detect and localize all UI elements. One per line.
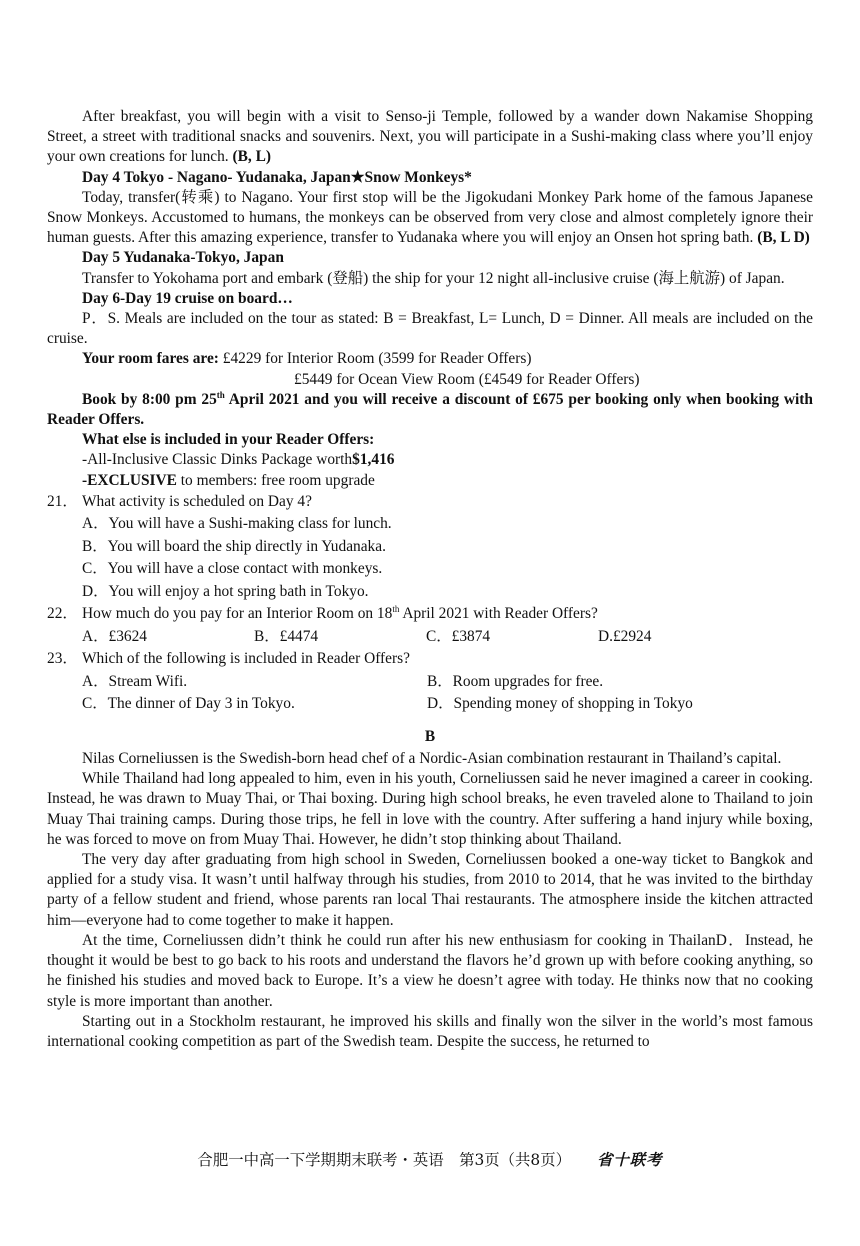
option-a: A．£3624	[82, 627, 147, 645]
options-row	[47, 671, 813, 694]
question-21	[47, 491, 813, 604]
options-row	[47, 626, 813, 649]
paragraph-b4: At the time, Corneliussen didn’t think he could run after his new enthusiasm for cooking in ThailanD．Instead, he thought it would be best to go back to his roots and understand the flavors he’d grown up with before cooking anything, so he finished his studies and moved back to Europe. It’s a view he doesn’t agree with today. He thinks now that no cooking style is more important than another.	[47, 931, 813, 1010]
option-b: B．£4474	[254, 627, 319, 645]
option-d: D．Spending money of shopping in Tokyo	[427, 695, 693, 713]
booking-discount-note: Book by 8:00 pm 25th April 2021 and you will receive a discount of £675 per booking only when booking with Reader Offers.	[47, 389, 813, 429]
option-d: D．You will enjoy a hot spring bath in Tokyo.	[82, 582, 369, 600]
paragraph-b5: Starting out in a Stockholm restaurant, he improved his skills and finally won the silver in the world’s most famous international cooking competition as part of the Swedish team. Despite the success, he returned to	[47, 1012, 813, 1050]
option-c: C．£3874	[426, 627, 491, 645]
option-c: C．The dinner of Day 3 in Tokyo.	[82, 695, 295, 713]
question-stem: 23． Which of the following is included in Reader Offers?	[47, 650, 410, 668]
included-item-upgrade: -EXCLUSIVE to members: free room upgrade	[82, 471, 375, 489]
option-a: A．You will have a Sushi-making class for lunch.	[82, 515, 392, 533]
paragraph-b1: Nilas Corneliussen is the Swedish-born head chef of a Nordic-Asian combination restaurant in Thailand’s capital.	[82, 750, 782, 768]
room-fares	[47, 349, 813, 369]
footer-text: 合肥一中高一下学期期末联考・英语 第3页（共8页）	[197, 1151, 571, 1169]
exam-seal: 省十联考	[597, 1151, 663, 1169]
meals-code: (B, L D)	[757, 229, 810, 247]
included-heading: What else is included in your Reader Offers:	[82, 431, 375, 449]
page-footer	[0, 1148, 860, 1170]
section-b-heading: B	[424, 727, 436, 745]
included-item-package: -All-Inclusive Classic Dinks Package worth$1,416	[82, 451, 395, 469]
paragraph-day5: Transfer to Yokohama port and embark (登船) the ship for your 12 night all-inclusive cruise (海上航游) of Japan.	[82, 269, 785, 287]
exam-page	[47, 107, 813, 1052]
option-b: B．You will board the ship directly in Yudanaka.	[82, 537, 386, 555]
paragraph-b2: While Thailand had long appealed to him, even in his youth, Corneliussen said he never imagined a career in cooking. Instead, he was drawn to Muay Thai, or Thai boxing. During high school breaks, he even traveled alone to Thailand to join Muay Thai training camps. During those trips, he fell in love with the country. After suffering a hand injury while boxing, he was forced to move on from Muay Thai. However, he didn’t stop thinking about Thailand.	[47, 770, 813, 848]
fare-interior: £4229 for Interior Room (3599 for Reader Offers)	[222, 350, 532, 368]
question-stem: 21． What activity is scheduled on Day 4?	[47, 492, 312, 510]
question-22	[47, 603, 813, 648]
paragraph-ps-meals: P．S. Meals are included on the tour as stated: B = Breakfast, L= Lunch, D = Dinner. All meals are included on the cruise.	[47, 310, 813, 348]
day4-heading: Day 4 Tokyo - Nagano- Yudanaka, Japan★Snow Monkeys*	[82, 168, 472, 186]
meals-code: (B, L)	[232, 148, 271, 166]
fare-ocean-view: £5449 for Ocean View Room (£4549 for Reader Offers)	[294, 370, 640, 388]
day6-heading: Day 6-Day 19 cruise on board…	[82, 289, 293, 307]
question-stem: 22． How much do you pay for an Interior Room on 18th April 2021 with Reader Offers?	[47, 604, 598, 623]
room-fares-label: Your room fares are:	[82, 350, 219, 368]
option-b: B．Room upgrades for free.	[427, 672, 604, 690]
day5-heading: Day 5 Yudanaka-Tokyo, Japan	[82, 249, 284, 267]
paragraph-day4: Today, transfer(转乘) to Nagano. Your first stop will be the Jigokudani Monkey Park home of the famous Japanese Snow Monkeys. Accustomed to humans, the monkeys can be observed from very close and almost completely ignore their human guests. After this amazing experience, transfer to Yudanaka where you will enjoy an Onsen hot spring bath. (B, L D)	[47, 188, 813, 247]
option-c: C．You will have a close contact with monkeys.	[82, 560, 383, 578]
option-a: A．Stream Wifi.	[82, 672, 188, 690]
options-row	[47, 693, 813, 716]
question-23	[47, 648, 813, 716]
paragraph-b3: The very day after graduating from high school in Sweden, Corneliussen booked a one-way ticket to Bangkok and applied for a study visa. It wasn’t until halfway through his studies, from 2010 to 2014, that he was invited to the birthday party of a fellow student and friend, whose parents ran local Thai restaurants. The atmosphere inside the kitchen attracted him—everyone had to come together to make it happen.	[47, 851, 813, 929]
paragraph-day3-activities: After breakfast, you will begin with a visit to Senso-ji Temple, followed by a wander down Nakamise Shopping Street, a street with traditional snacks and souvenirs. Next, you will participate in a Sushi-making class where you’ll enjoy your own creations for lunch. (B, L)	[47, 108, 813, 166]
option-d: D.£2924	[598, 627, 652, 645]
